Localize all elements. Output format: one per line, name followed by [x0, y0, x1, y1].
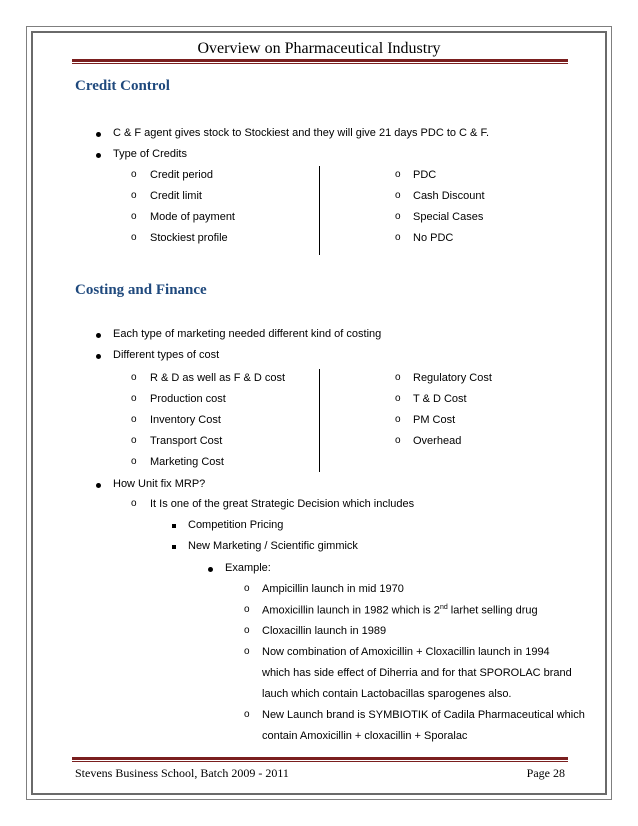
- column-divider: [319, 166, 320, 255]
- circle-bullet-icon: o: [131, 435, 137, 446]
- costing-bullet-2: Different types of cost: [113, 349, 220, 361]
- circle-bullet-icon: o: [395, 393, 401, 404]
- circle-bullet-icon: o: [244, 646, 250, 657]
- column-divider: [319, 369, 320, 472]
- cost-left-item: Production cost: [150, 393, 226, 405]
- example-item: Amoxicillin launch in 1982 which is 2nd larhet selling drug: [262, 604, 538, 617]
- credit-left-item: Credit limit: [150, 190, 202, 202]
- costing-bullet-3: How Unit fix MRP?: [113, 478, 206, 490]
- example-item: Cloxacillin launch in 1989: [262, 625, 387, 637]
- credit-control-heading: Credit Control: [75, 78, 170, 94]
- cost-left-item: R & D as well as F & D cost: [150, 372, 286, 384]
- credit-right-item: No PDC: [413, 232, 454, 244]
- header-rule-thin: [72, 63, 568, 64]
- cost-right-item: Overhead: [413, 435, 462, 447]
- circle-bullet-icon: o: [131, 456, 137, 467]
- circle-bullet-icon: o: [395, 232, 401, 243]
- circle-bullet-icon: o: [131, 169, 137, 180]
- circle-bullet-icon: o: [131, 414, 137, 425]
- credit-left-item: Stockiest profile: [150, 232, 228, 244]
- footer-rule-thin: [72, 761, 568, 762]
- bullet-icon: [96, 483, 101, 488]
- bullet-icon: [96, 132, 101, 137]
- mrp-square-item: New Marketing / Scientific gimmick: [188, 540, 358, 552]
- mrp-square-item: Competition Pricing: [188, 519, 284, 531]
- circle-bullet-icon: o: [395, 414, 401, 425]
- circle-bullet-icon: o: [131, 372, 137, 383]
- bullet-icon: [96, 153, 101, 158]
- example-item: Now combination of Amoxicillin + Cloxacillin launch in 1994: [262, 646, 550, 658]
- credit-bullet-1: C & F agent gives stock to Stockiest and they will give 21 days PDC to C & F.: [113, 127, 489, 139]
- circle-bullet-icon: o: [395, 435, 401, 446]
- circle-bullet-icon: o: [131, 211, 137, 222]
- circle-bullet-icon: o: [244, 625, 250, 636]
- footer-school: Stevens Business School, Batch 2009 - 2011: [75, 766, 289, 780]
- credit-right-item: Special Cases: [413, 211, 484, 223]
- credit-right-item: PDC: [413, 169, 437, 181]
- page-number: Page 28: [526, 766, 565, 780]
- square-bullet-icon: [172, 545, 176, 549]
- circle-bullet-icon: o: [244, 583, 250, 594]
- square-bullet-icon: [172, 524, 176, 528]
- costing-bullet-1: Each type of marketing needed different kind of costing: [113, 328, 382, 340]
- example-item: New Launch brand is SYMBIOTIK of Cadila Pharmaceutical which: [262, 709, 585, 721]
- cost-right-item: T & D Cost: [413, 393, 467, 405]
- credit-left-item: Mode of payment: [150, 211, 235, 223]
- cost-right-item: PM Cost: [413, 414, 456, 426]
- circle-bullet-icon: o: [395, 372, 401, 383]
- footer-rule: [72, 757, 568, 760]
- circle-bullet-icon: o: [395, 190, 401, 201]
- example-item-continued: contain Amoxicillin + cloxacillin + Sporalac: [262, 730, 468, 742]
- bullet-icon: [96, 354, 101, 359]
- bullet-icon: [96, 333, 101, 338]
- cost-left-item: Marketing Cost: [150, 456, 224, 468]
- cost-right-item: Regulatory Cost: [413, 372, 492, 384]
- credit-right-item: Cash Discount: [413, 190, 485, 202]
- example-item: Ampicillin launch in mid 1970: [262, 583, 404, 595]
- credit-left-item: Credit period: [150, 169, 213, 181]
- example-label: Example:: [225, 562, 271, 574]
- circle-bullet-icon: o: [131, 232, 137, 243]
- example-item-continued: lauch which contain Lactobacillas sparogenes also.: [262, 688, 512, 700]
- cost-left-item: Inventory Cost: [150, 414, 221, 426]
- example-item-continued: which has side effect of Diherria and for that SPOROLAC brand: [262, 667, 572, 679]
- circle-bullet-icon: o: [244, 709, 250, 720]
- circle-bullet-icon: o: [395, 169, 401, 180]
- cost-left-item: Transport Cost: [150, 435, 223, 447]
- circle-bullet-icon: o: [131, 498, 137, 509]
- header-rule: [72, 59, 568, 62]
- circle-bullet-icon: o: [131, 393, 137, 404]
- credit-bullet-2: Type of Credits: [113, 148, 187, 160]
- page-header-title: Overview on Pharmaceutical Industry: [197, 40, 441, 57]
- circle-bullet-icon: o: [395, 211, 401, 222]
- circle-bullet-icon: o: [244, 604, 250, 615]
- circle-bullet-icon: o: [131, 190, 137, 201]
- costing-finance-heading: Costing and Finance: [75, 282, 207, 298]
- bullet-icon: [208, 567, 213, 572]
- mrp-sub-item: It Is one of the great Strategic Decision which includes: [150, 498, 415, 510]
